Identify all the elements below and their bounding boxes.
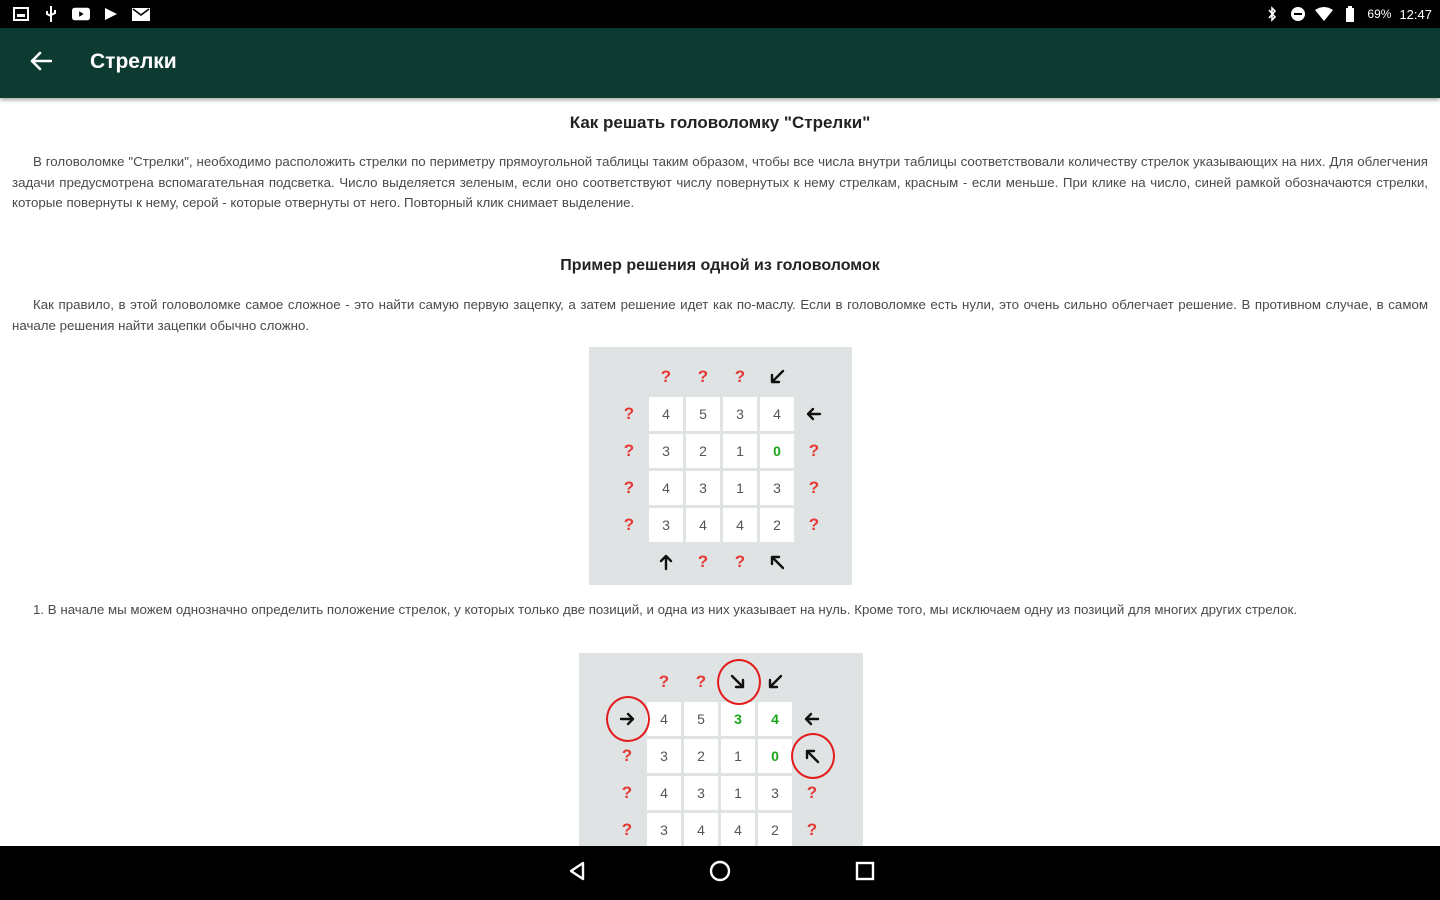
status-right-icons (1263, 5, 1432, 23)
app-bar (0, 28, 1440, 98)
grid-cell[interactable]: 1 (723, 471, 757, 505)
battery-percent: 69% (1367, 7, 1392, 21)
play-store-icon (102, 5, 120, 23)
grid-cell[interactable]: 3 (723, 397, 757, 431)
top-edge-arrow-down-left[interactable] (760, 360, 794, 394)
arrow-up-icon (657, 553, 675, 571)
bottom-edge-unknown[interactable]: ? (697, 552, 709, 571)
hint-circle (791, 733, 835, 779)
grid-cell[interactable]: 3 (647, 739, 681, 773)
top-edge-unknown[interactable]: ? (660, 367, 672, 386)
hint-circle (606, 696, 650, 742)
grid-cell[interactable]: 4 (686, 508, 720, 542)
back-triangle-icon (566, 860, 588, 887)
grid-cell[interactable]: 4 (649, 471, 683, 505)
grid-cell[interactable]: 1 (723, 434, 757, 468)
article-title: Как решать головоломку "Стрелки" (569, 113, 871, 132)
intro-paragraph: В головоломке "Стрелки", необходимо расположить стрелки по периметру прямоугольной таблицы таким образом, чтобы все числа внутри таблицы соответствовали количеству стрелок указывающих на них. Для облегчения задачи предусмотрена вспомагательная подсветка. Число выделяется зеленым, если оно соответствуют числу повернутых к нему стрелкам, красным - если меньше. При клике на число, синей рамкой обозначаются стрелки, которые повернуты к нему, серой - которые отвернуты от него. Повторный клик снимает выделение. (12, 154, 1428, 211)
grid-cell[interactable]: 0 (760, 434, 794, 468)
grid-cell[interactable]: 2 (684, 739, 718, 773)
grid-cell[interactable]: 4 (758, 702, 792, 736)
grid-cell[interactable]: 3 (649, 508, 683, 542)
left-edge-unknown[interactable]: ? (623, 404, 635, 423)
arrow-left-icon (805, 405, 823, 423)
hint-circle (717, 659, 761, 705)
recents-square-icon (854, 860, 876, 887)
clock: 12:47 (1399, 6, 1432, 22)
grid-cell[interactable]: 3 (686, 471, 720, 505)
right-edge-arrow-left[interactable] (797, 397, 831, 431)
top-edge-unknown[interactable]: ? (697, 367, 709, 386)
grid-cell[interactable]: 4 (647, 776, 681, 810)
bottom-edge-arrow-up[interactable] (649, 545, 683, 579)
status-left-icons (12, 5, 150, 23)
nav-back-button[interactable] (562, 858, 592, 888)
grid-cell[interactable]: 3 (684, 776, 718, 810)
grid-cell[interactable]: 4 (721, 813, 755, 846)
grid-cell[interactable]: 4 (723, 508, 757, 542)
grid-cell[interactable]: 3 (760, 471, 794, 505)
top-edge-unknown[interactable]: ? (734, 367, 746, 386)
article-content[interactable] (0, 100, 1440, 846)
grid-cell[interactable]: 4 (647, 702, 681, 736)
nav-recents-button[interactable] (850, 858, 880, 888)
top-edge-arrow-down-left[interactable] (758, 665, 792, 699)
example-heading: Пример решения одной из головоломок (560, 257, 880, 274)
grid-cell[interactable]: 3 (758, 776, 792, 810)
grid-cell[interactable]: 4 (684, 813, 718, 846)
grid-cell[interactable]: 2 (686, 434, 720, 468)
grid-cell[interactable]: 0 (758, 739, 792, 773)
arrow-back-icon (30, 51, 52, 76)
youtube-icon (72, 5, 90, 23)
gallery-icon (12, 5, 30, 23)
bluetooth-icon (1263, 5, 1281, 23)
puzzle-board-step1 (579, 653, 863, 846)
arrow-left-icon (803, 710, 821, 728)
grid-cell[interactable]: 3 (649, 434, 683, 468)
grid-cell[interactable]: 4 (760, 397, 794, 431)
right-edge-unknown[interactable]: ? (806, 783, 818, 802)
left-edge-unknown[interactable]: ? (623, 478, 635, 497)
home-circle-icon (708, 859, 732, 888)
grid-cell[interactable]: 2 (760, 508, 794, 542)
right-edge-unknown[interactable]: ? (806, 820, 818, 839)
example-paragraph: Как правило, в этой головоломке самое сложное - это найти самую первую зацепку, а затем решение идет как по-маслу. Если в головоломке есть нули, это очень сильно облегчает решение. В противном случае, в самом начале решения найти зацепки обычно сложно. (12, 297, 1428, 333)
grid-cell[interactable]: 2 (758, 813, 792, 846)
right-edge-unknown[interactable]: ? (808, 515, 820, 534)
arrow-down-left-icon (766, 673, 784, 691)
dnd-icon (1289, 5, 1307, 23)
back-button[interactable] (22, 44, 60, 82)
right-edge-unknown[interactable]: ? (808, 441, 820, 460)
puzzle-board-example (589, 347, 852, 585)
status-bar (0, 0, 1440, 28)
grid-cell[interactable]: 3 (647, 813, 681, 846)
left-edge-unknown[interactable]: ? (621, 746, 633, 765)
grid-cell[interactable]: 5 (684, 702, 718, 736)
top-edge-unknown[interactable]: ? (658, 672, 670, 691)
navigation-bar (0, 846, 1440, 900)
mail-icon (132, 5, 150, 23)
usb-icon (42, 5, 60, 23)
right-edge-arrow-left[interactable] (795, 702, 829, 736)
left-edge-unknown[interactable]: ? (623, 441, 635, 460)
grid-cell[interactable]: 3 (721, 702, 755, 736)
arrow-down-left-icon (768, 368, 786, 386)
grid-cell[interactable]: 1 (721, 776, 755, 810)
page-title: Стрелки (90, 50, 177, 73)
top-edge-unknown[interactable]: ? (695, 672, 707, 691)
right-edge-unknown[interactable]: ? (808, 478, 820, 497)
grid-cell[interactable]: 1 (721, 739, 755, 773)
nav-home-button[interactable] (705, 858, 735, 888)
bottom-edge-arrow-up-left[interactable] (760, 545, 794, 579)
battery-icon (1341, 5, 1359, 23)
left-edge-unknown[interactable]: ? (623, 515, 635, 534)
grid-cell[interactable]: 5 (686, 397, 720, 431)
left-edge-unknown[interactable]: ? (621, 820, 633, 839)
left-edge-unknown[interactable]: ? (621, 783, 633, 802)
arrow-up-left-icon (768, 553, 786, 571)
wifi-icon (1315, 5, 1333, 23)
bottom-edge-unknown[interactable]: ? (734, 552, 746, 571)
step1-paragraph: 1. В начале мы можем однозначно определить положение стрелок, у которых только две позиций, и одна из них указывает на нуль. Кроме того, мы исключаем одну из позиций для многих других стрелок. (33, 602, 1298, 617)
grid-cell[interactable]: 4 (649, 397, 683, 431)
